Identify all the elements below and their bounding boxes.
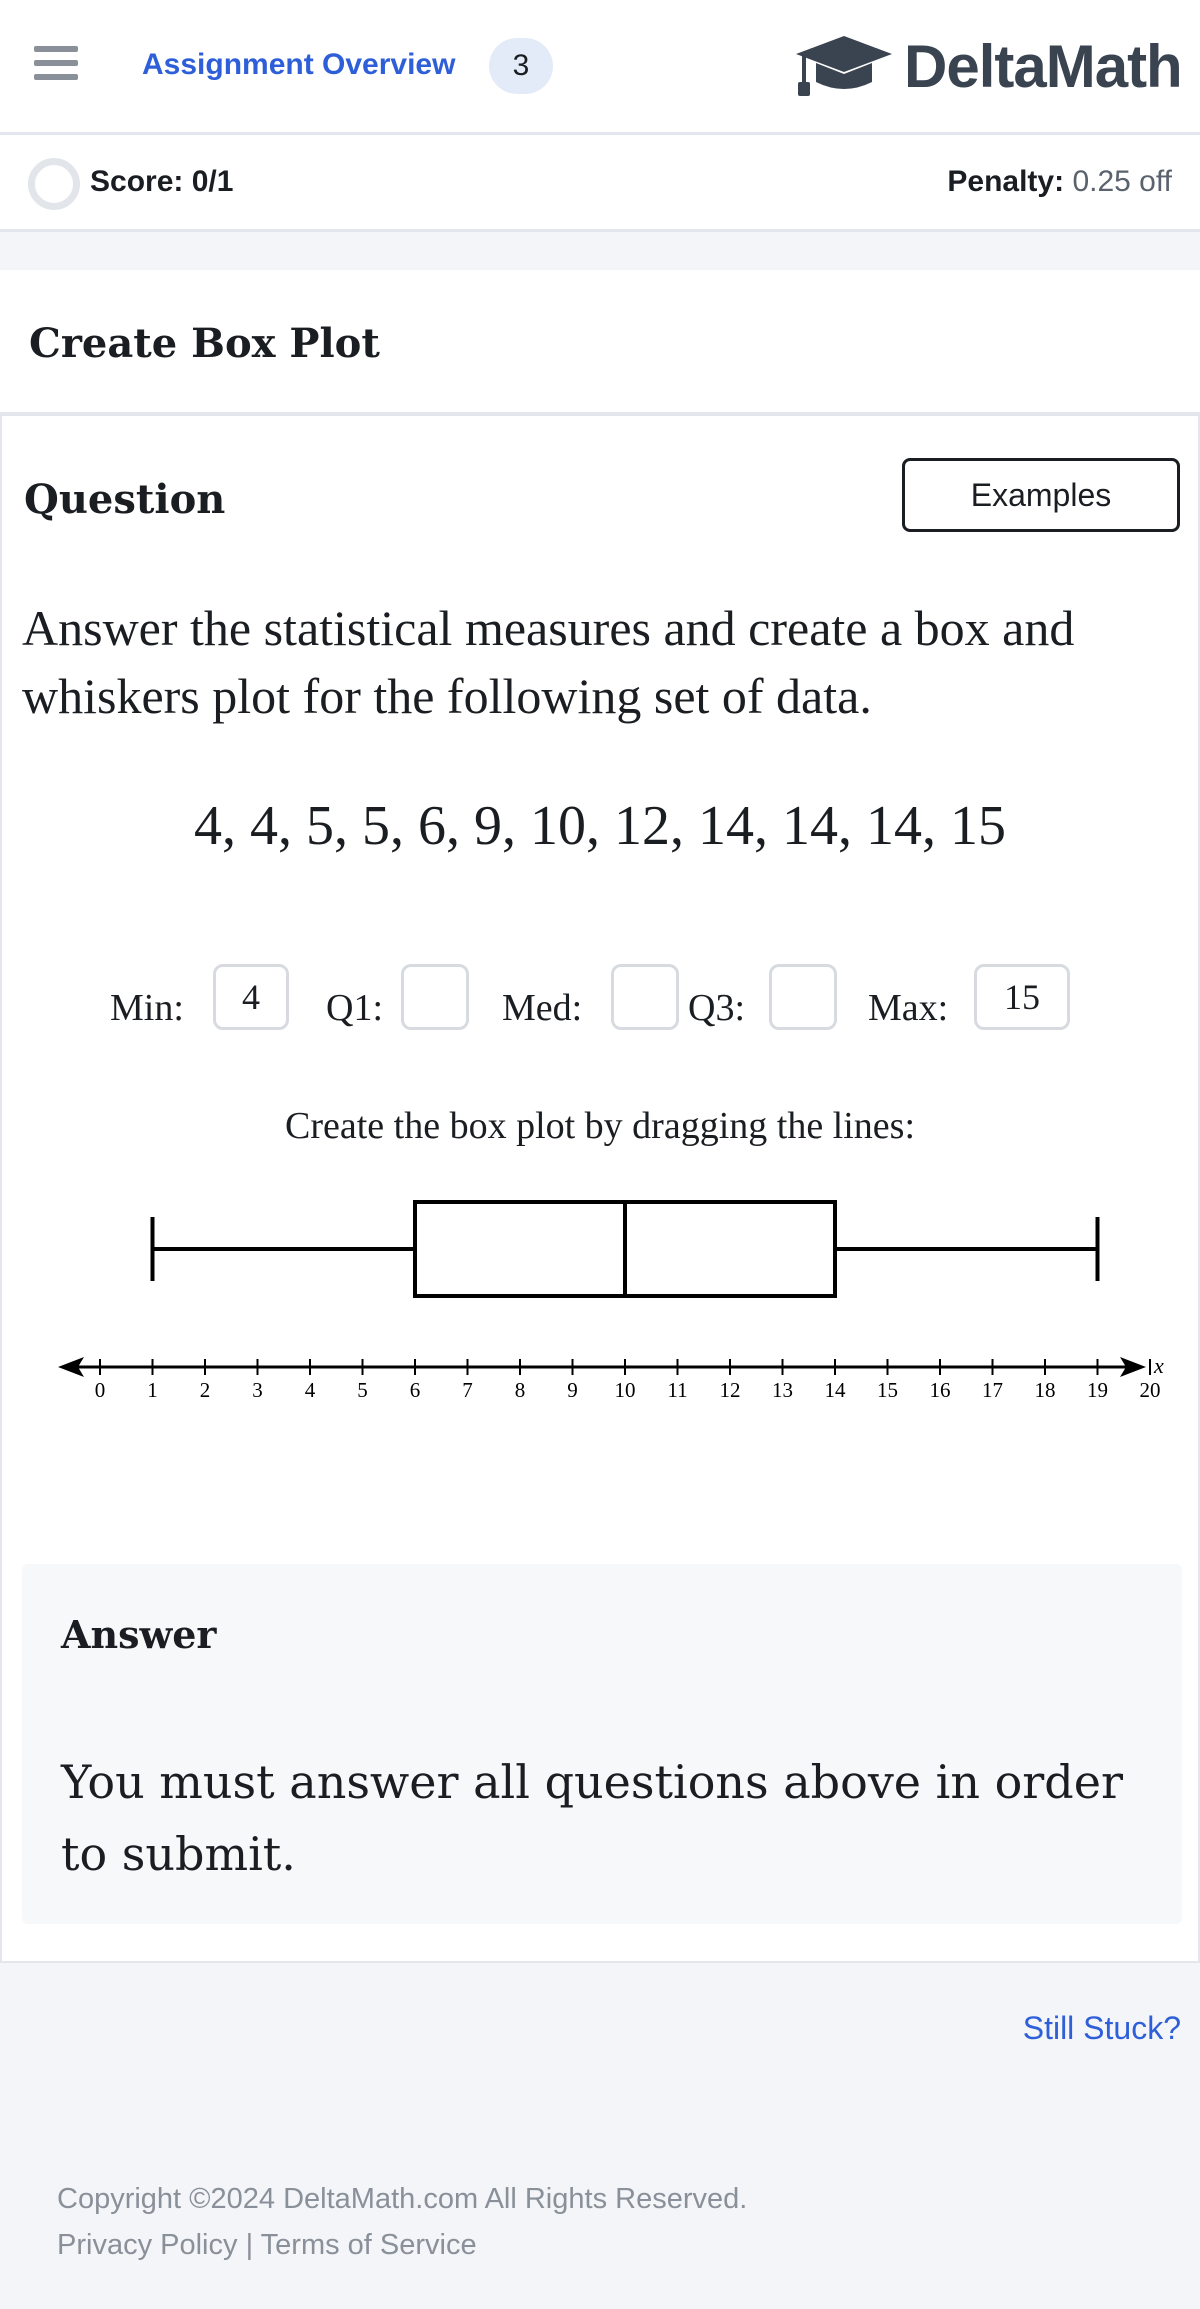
axis-tick-label: 18: [1034, 1378, 1056, 1402]
assignment-overview-link[interactable]: Assignment Overview: [142, 48, 456, 81]
deltamath-logo[interactable]: [792, 30, 1182, 100]
still-stuck-link[interactable]: Still Stuck?: [1022, 2010, 1181, 2046]
axis-tick-label: 19: [1087, 1378, 1108, 1402]
axis-tick-label: 7: [462, 1378, 473, 1402]
axis-tick-label: 12: [719, 1378, 741, 1402]
axis-tick-label: 4: [304, 1378, 316, 1402]
penalty-value: 0.25 off: [1072, 165, 1172, 198]
axis-tick-label: 2: [199, 1378, 211, 1402]
min-input[interactable]: 4: [213, 964, 289, 1030]
graduation-cap-icon: [792, 30, 896, 100]
axis-label: x: [1154, 1353, 1164, 1378]
axis-tick-label: 1: [147, 1378, 158, 1402]
axis-tick-label: 17: [982, 1378, 1003, 1402]
copyright-text: Copyright ©2024 DeltaMath.com All Rights Reserved.: [57, 2183, 748, 2215]
menu-icon[interactable]: [34, 46, 78, 86]
question-prompt: Answer the statistical measures and create a box and whiskers plot for the following set of data.: [22, 600, 1075, 724]
axis-tick-label: 11: [667, 1378, 688, 1402]
q1-label: Q1:: [326, 987, 383, 1029]
axis-tick-label: 6: [409, 1378, 421, 1402]
assignment-count-badge: 3: [489, 38, 553, 94]
answer-message: You must answer all questions above in order to submit.: [61, 1755, 1123, 1881]
min-label: Min:: [110, 987, 184, 1029]
top-nav-bar: [0, 0, 1200, 135]
legal-separator: |: [245, 2229, 254, 2261]
q3-label: Q3:: [688, 987, 745, 1029]
answer-heading: Answer: [61, 1612, 217, 1657]
score-bar: [0, 135, 1200, 232]
question-heading: Question: [24, 476, 226, 523]
data-set: 4, 4, 5, 5, 6, 9, 10, 12, 14, 14, 14, 15: [194, 795, 1006, 857]
drag-instructions: Create the box plot by dragging the lines:: [284, 1105, 916, 1147]
max-label: Max:: [868, 987, 949, 1029]
axis-tick-label: 0: [94, 1378, 106, 1402]
logo-text: DeltaMath: [904, 33, 1182, 100]
box-plot-chart: [2, 416, 1198, 1416]
problem-title-bar: [0, 270, 1200, 416]
score-progress-ring: [28, 158, 80, 210]
axis-tick-label: 8: [514, 1378, 526, 1402]
page-title: Create Box Plot: [29, 320, 380, 367]
question-card: [0, 416, 1200, 1963]
privacy-policy-link[interactable]: Privacy Policy: [57, 2229, 238, 2261]
axis-tick-label: 16: [929, 1378, 951, 1402]
axis-tick-label: 5: [357, 1378, 368, 1402]
score-label: Score: 0/1: [90, 165, 234, 198]
axis-tick-label: 13: [772, 1378, 793, 1402]
answer-panel: [22, 1564, 1182, 1924]
axis-tick-label: 20: [1139, 1378, 1161, 1402]
axis-tick-label: 9: [567, 1378, 578, 1402]
terms-of-service-link[interactable]: Terms of Service: [260, 2229, 477, 2261]
max-input[interactable]: 15: [974, 964, 1070, 1030]
penalty-info: [947, 165, 1172, 199]
axis-tick-label: 14: [824, 1378, 846, 1402]
axis-tick-label: 10: [614, 1378, 636, 1402]
examples-button[interactable]: Examples: [902, 458, 1180, 532]
axis-tick-label: 3: [252, 1378, 263, 1402]
axis-tick-label: 15: [877, 1378, 898, 1402]
median-label: Med:: [502, 987, 583, 1029]
penalty-label: Penalty:: [947, 165, 1065, 198]
legal-links: [57, 2229, 477, 2262]
